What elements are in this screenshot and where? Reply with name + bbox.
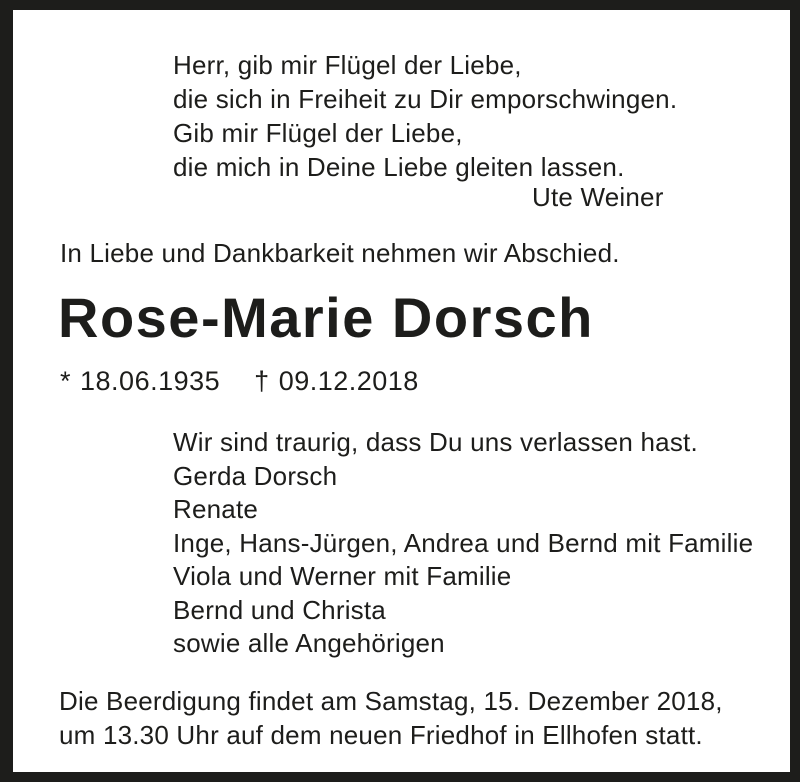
mourner-line: Renate <box>173 494 259 524</box>
funeral-info <box>59 684 723 752</box>
memorial-poem <box>173 48 677 184</box>
deceased-name: Rose-Marie Dorsch <box>58 286 594 349</box>
poem-attribution: Ute Weiner <box>532 182 664 212</box>
birth-date: 18.06.1935 <box>80 366 221 396</box>
born-star-symbol: * <box>60 366 72 396</box>
poem-line: die mich in Deine Liebe gleiten lassen. <box>173 152 625 182</box>
death-date-group <box>254 366 419 396</box>
poem-line: Herr, gib mir Flügel der Liebe, <box>173 50 522 80</box>
life-dates <box>60 364 419 398</box>
obituary-notice <box>13 10 790 772</box>
mourner-line: Bernd und Christa <box>173 594 386 625</box>
mourner-line: sowie alle Angehörigen <box>173 628 445 658</box>
funeral-line: Die Beerdigung findet am Samstag, 15. Dezember 2018, <box>59 686 723 716</box>
birth-date-group <box>60 366 220 396</box>
died-cross-symbol: † <box>254 366 270 396</box>
funeral-line: um 13.30 Uhr auf dem neuen Friedhof in Ellhofen statt. <box>59 720 703 750</box>
mourner-line: Inge, Hans-Jürgen, Andrea und Bernd mit Familie <box>173 527 754 558</box>
farewell-intro: In Liebe und Dankbarkeit nehmen wir Abschied. <box>60 238 620 268</box>
poem-line: Gib mir Flügel der Liebe, <box>173 118 463 148</box>
mourner-line: Wir sind traurig, dass Du uns verlassen hast. <box>173 427 698 457</box>
mourner-line: Viola und Werner mit Familie <box>173 561 512 591</box>
poem-line: die sich in Freiheit zu Dir emporschwingen. <box>173 84 678 114</box>
mourners-list <box>173 426 753 661</box>
mourner-line: Gerda Dorsch <box>173 460 338 491</box>
death-date: 09.12.2018 <box>278 366 419 396</box>
